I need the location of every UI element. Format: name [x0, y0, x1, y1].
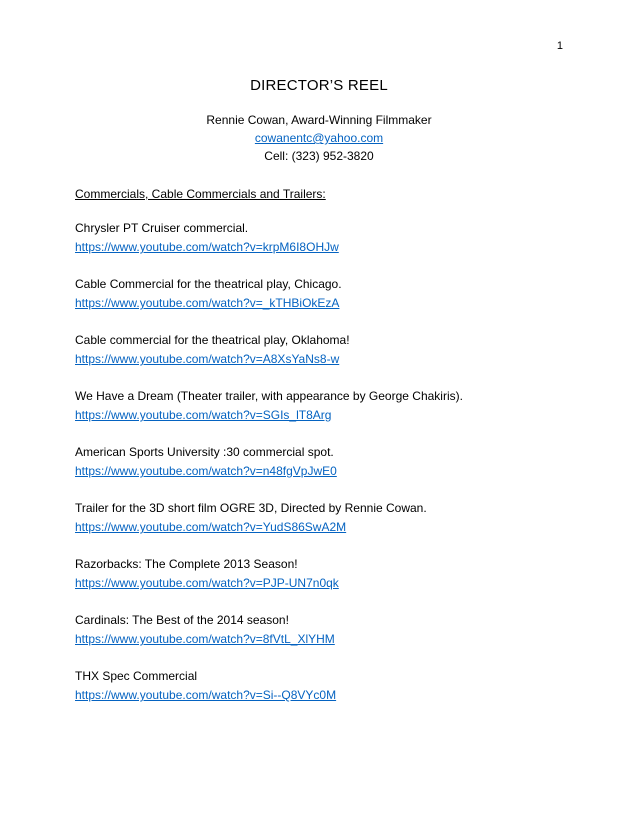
entry-link[interactable]: https://www.youtube.com/watch?v=PJP-UN7n0qk: [75, 576, 339, 590]
author-name-line: Rennie Cowan, Award-Winning Filmmaker: [206, 113, 432, 127]
entry-title: THX Spec Commercial: [75, 669, 198, 683]
document-title: DIRECTOR’S REEL: [250, 77, 388, 94]
list-item: [75, 444, 565, 480]
document-body: [75, 186, 565, 724]
phone-line: Cell: (323) 952-3820: [264, 149, 374, 163]
list-item: [75, 500, 565, 536]
entry-title: Cable commercial for the theatrical play, Oklahoma!: [75, 333, 350, 347]
entry-title: American Sports University :30 commercial spot.: [75, 445, 334, 459]
list-item: [75, 276, 565, 312]
entry-link[interactable]: https://www.youtube.com/watch?v=A8XsYaNs8-w: [75, 352, 340, 366]
entry-link[interactable]: https://www.youtube.com/watch?v=YudS86SwA2M: [75, 520, 347, 534]
entry-title: Trailer for the 3D short film OGRE 3D, Directed by Rennie Cowan.: [75, 501, 427, 515]
entry-link[interactable]: https://www.youtube.com/watch?v=8fVtL_XlYHM: [75, 632, 335, 646]
list-item: [75, 332, 565, 368]
entry-title: We Have a Dream (Theater trailer, with appearance by George Chakiris).: [75, 389, 463, 403]
document-header: [0, 76, 638, 166]
email-link[interactable]: cowanentc@yahoo.com: [254, 131, 384, 145]
list-item: [75, 388, 565, 424]
list-item: [75, 612, 565, 648]
entry-link[interactable]: https://www.youtube.com/watch?v=Si--Q8VYc0M: [75, 688, 337, 702]
entry-title: Razorbacks: The Complete 2013 Season!: [75, 557, 298, 571]
entry-title: Cardinals: The Best of the 2014 season!: [75, 613, 289, 627]
entry-link[interactable]: https://www.youtube.com/watch?v=krpM6I8OHJw: [75, 240, 339, 254]
entry-title: Chrysler PT Cruiser commercial.: [75, 221, 249, 235]
list-item: [75, 668, 565, 704]
entry-link[interactable]: https://www.youtube.com/watch?v=n48fgVpJwE0: [75, 464, 337, 478]
entry-link[interactable]: https://www.youtube.com/watch?v=_kTHBiOkEzA: [75, 296, 340, 310]
entry-title: Cable Commercial for the theatrical play, Chicago.: [75, 277, 342, 291]
page-number: 1: [556, 40, 563, 52]
email-line: [0, 130, 638, 146]
list-item: [75, 220, 565, 256]
list-item: [75, 556, 565, 592]
section-heading: Commercials, Cable Commercials and Trailers:: [75, 187, 326, 201]
entry-link[interactable]: https://www.youtube.com/watch?v=SGIs_lT8Arg: [75, 408, 332, 422]
